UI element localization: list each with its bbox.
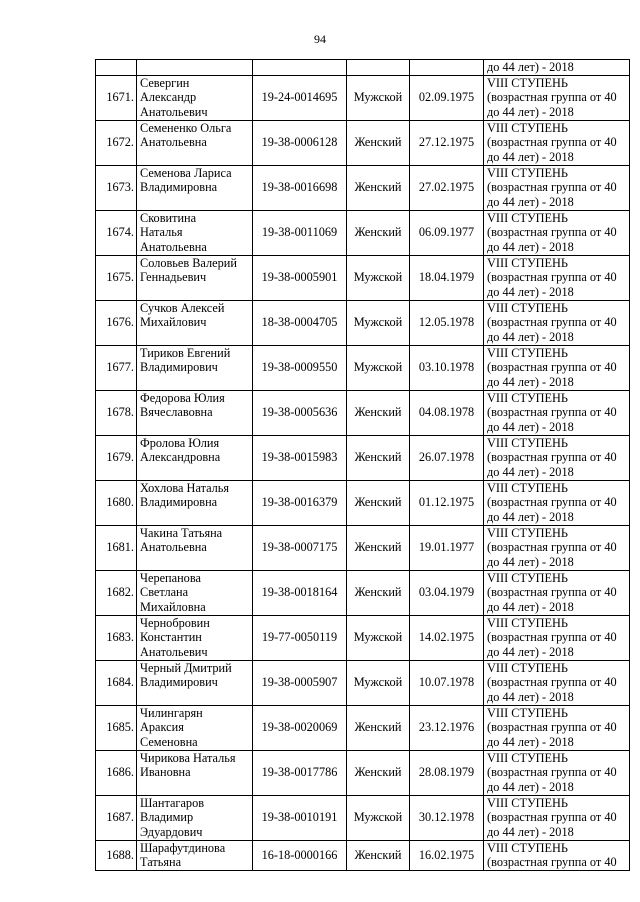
person-name (137, 750, 253, 795)
birth-date: 04.08.1978 (410, 390, 484, 435)
level-line: VIII СТУПЕНЬ (487, 480, 568, 495)
level-line: (возрастная группа от 40 (487, 135, 617, 150)
person-name (137, 75, 253, 120)
level-cell (484, 165, 630, 210)
table-row (96, 255, 630, 300)
name-line: Владимирович (140, 675, 218, 690)
registration-id: 19-38-0011069 (253, 210, 347, 255)
level-line: до 44 лет) - 2018 (487, 509, 574, 524)
level-line: VIII СТУПЕНЬ (487, 840, 568, 855)
name-line: Семеновна (140, 734, 198, 749)
level-line: до 44 лет) - 2018 (487, 824, 574, 839)
level-line: (возрастная группа от 40 (487, 360, 617, 375)
person-name (137, 795, 253, 840)
level-line: VIII СТУПЕНЬ (487, 660, 568, 675)
table-row (96, 480, 630, 525)
name-line: Фролова Юлия (140, 435, 220, 450)
table-row (96, 210, 630, 255)
name-line: Владимирович (140, 360, 218, 375)
birth-date: 27.02.1975 (410, 165, 484, 210)
registration-id: 19-38-0005901 (253, 255, 347, 300)
name-line: Сучков Алексей (140, 300, 225, 315)
level-line: до 44 лет) - 2018 (487, 194, 574, 209)
table-row (96, 615, 630, 660)
level-line: (возрастная группа от 40 (487, 315, 617, 330)
name-line: Черный Дмитрий (140, 660, 232, 675)
name-line: Михайловна (140, 599, 206, 614)
person-name (137, 705, 253, 750)
level-cell (484, 480, 630, 525)
level-line: VIII СТУПЕНЬ (487, 210, 568, 225)
birth-date: 27.12.1975 (410, 120, 484, 165)
name-line: Анатольевна (140, 540, 207, 555)
gender: Мужской (347, 660, 410, 705)
person-name (137, 120, 253, 165)
gender: Женский (347, 120, 410, 165)
table-row (96, 390, 630, 435)
table-row (96, 660, 630, 705)
registration-id: 19-38-0010191 (253, 795, 347, 840)
name-line: Владимировна (140, 495, 218, 510)
level-line: до 44 лет) - 2018 (487, 104, 574, 119)
table-row (96, 750, 630, 795)
level-line: VIII СТУПЕНЬ (487, 345, 568, 360)
row-number: 1678. (96, 390, 137, 435)
row-number: 1679. (96, 435, 137, 480)
level-line: VIII СТУПЕНЬ (487, 750, 568, 765)
person-name (137, 840, 253, 870)
page-number: 94 (314, 32, 326, 46)
row-number: 1680. (96, 480, 137, 525)
level-line: до 44 лет) - 2018 (487, 149, 574, 164)
registration-id: 19-38-0005907 (253, 660, 347, 705)
name-line: Федорова Юлия (140, 390, 225, 405)
empty-cell (96, 60, 137, 76)
level-line: до 44 лет) - 2018 (487, 60, 574, 74)
name-line: Вячеславовна (140, 405, 213, 420)
level-line: (возрастная группа от 40 (487, 90, 617, 105)
registration-id: 19-38-0005636 (253, 390, 347, 435)
row-number: 1671. (96, 75, 137, 120)
table-row (96, 525, 630, 570)
birth-date: 03.04.1979 (410, 570, 484, 615)
person-name (137, 210, 253, 255)
level-cell (484, 210, 630, 255)
row-number: 1682. (96, 570, 137, 615)
level-line: до 44 лет) - 2018 (487, 644, 574, 659)
level-line: (возрастная группа от 40 (487, 180, 617, 195)
gender: Мужской (347, 255, 410, 300)
level-line: (возрастная группа от 40 (487, 495, 617, 510)
name-line: Александр (140, 90, 197, 105)
birth-date: 18.04.1979 (410, 255, 484, 300)
person-name (137, 435, 253, 480)
gender: Мужской (347, 345, 410, 390)
gender: Женский (347, 480, 410, 525)
row-number: 1673. (96, 165, 137, 210)
name-line: Семененко Ольга (140, 120, 232, 135)
row-number: 1674. (96, 210, 137, 255)
level-line: (возрастная группа от 40 (487, 270, 617, 285)
table-row (96, 705, 630, 750)
name-line: Анатольевна (140, 135, 207, 150)
name-line: Шарафутдинова (140, 840, 226, 855)
birth-date: 03.10.1978 (410, 345, 484, 390)
gender: Мужской (347, 795, 410, 840)
level-line: (возрастная группа от 40 (487, 225, 617, 240)
gender: Женский (347, 390, 410, 435)
row-number: 1687. (96, 795, 137, 840)
name-line: Светлана (140, 585, 189, 600)
table-body (96, 60, 630, 871)
name-line: Ивановна (140, 765, 191, 780)
level-line: (возрастная группа от 40 (487, 765, 617, 780)
level-line: (возрастная группа от 40 (487, 585, 617, 600)
person-name (137, 390, 253, 435)
birth-date: 06.09.1977 (410, 210, 484, 255)
level-line: VIII СТУПЕНЬ (487, 795, 568, 810)
table-row (96, 840, 630, 870)
registration-id: 18-38-0004705 (253, 300, 347, 345)
empty-cell (410, 60, 484, 76)
name-line: Геннадьевич (140, 270, 207, 285)
birth-date: 23.12.1976 (410, 705, 484, 750)
birth-date: 12.05.1978 (410, 300, 484, 345)
level-cell (484, 345, 630, 390)
gender: Мужской (347, 615, 410, 660)
registration-id: 19-38-0017786 (253, 750, 347, 795)
gender: Женский (347, 750, 410, 795)
name-line: Черепанова (140, 570, 201, 585)
level-line: до 44 лет) - 2018 (487, 779, 574, 794)
gender: Женский (347, 570, 410, 615)
level-line: VIII СТУПЕНЬ (487, 300, 568, 315)
row-number: 1676. (96, 300, 137, 345)
level-cell (484, 570, 630, 615)
level-cell (484, 75, 630, 120)
level-cell (484, 120, 630, 165)
level-line: VIII СТУПЕНЬ (487, 255, 568, 270)
level-line: до 44 лет) - 2018 (487, 329, 574, 344)
row-number: 1675. (96, 255, 137, 300)
name-line: Чакина Татьяна (140, 525, 223, 540)
level-cell (484, 300, 630, 345)
registration-id: 19-38-0016379 (253, 480, 347, 525)
birth-date: 14.02.1975 (410, 615, 484, 660)
level-line: VIII СТУПЕНЬ (487, 435, 568, 450)
level-line: до 44 лет) - 2018 (487, 374, 574, 389)
level-line: (возрастная группа от 40 (487, 540, 617, 555)
level-cell (484, 795, 630, 840)
level-cell (484, 840, 630, 870)
level-line: (возрастная группа от 40 (487, 810, 617, 825)
registration-id: 19-77-0050119 (253, 615, 347, 660)
birth-date: 30.12.1978 (410, 795, 484, 840)
empty-cell (137, 60, 253, 76)
name-line: Владимир (140, 810, 194, 825)
level-line: до 44 лет) - 2018 (487, 734, 574, 749)
name-line: Анатольевна (140, 239, 207, 254)
name-line: Араксия (140, 720, 184, 735)
person-name (137, 525, 253, 570)
row-number: 1684. (96, 660, 137, 705)
row-number: 1685. (96, 705, 137, 750)
level-line: VIII СТУПЕНЬ (487, 75, 568, 90)
row-number: 1672. (96, 120, 137, 165)
person-name (137, 345, 253, 390)
person-name (137, 300, 253, 345)
name-line: Александровна (140, 450, 221, 465)
gender: Мужской (347, 300, 410, 345)
person-name (137, 255, 253, 300)
gender: Мужской (347, 75, 410, 120)
birth-date: 01.12.1975 (410, 480, 484, 525)
name-line: Наталья (140, 225, 183, 240)
gender: Женский (347, 210, 410, 255)
level-line: до 44 лет) - 2018 (487, 554, 574, 569)
birth-date: 10.07.1978 (410, 660, 484, 705)
name-line: Владимировна (140, 180, 218, 195)
row-number: 1686. (96, 750, 137, 795)
table-row (96, 795, 630, 840)
gender: Женский (347, 840, 410, 870)
name-line: Семенова Лариса (140, 165, 232, 180)
registration-id: 19-38-0006128 (253, 120, 347, 165)
level-line: VIII СТУПЕНЬ (487, 165, 568, 180)
empty-cell (253, 60, 347, 76)
level-cell (484, 615, 630, 660)
row-number: 1677. (96, 345, 137, 390)
level-cell (484, 660, 630, 705)
name-line: Соловьев Валерий (140, 255, 237, 270)
level-line: VIII СТУПЕНЬ (487, 120, 568, 135)
level-line: VIII СТУПЕНЬ (487, 390, 568, 405)
row-number: 1683. (96, 615, 137, 660)
name-line: Михайлович (140, 315, 207, 330)
person-name (137, 480, 253, 525)
level-line: (возрастная группа от 40 (487, 450, 617, 465)
gender: Женский (347, 705, 410, 750)
registration-id: 19-38-0020069 (253, 705, 347, 750)
level-line: VIII СТУПЕНЬ (487, 525, 568, 540)
level-line: до 44 лет) - 2018 (487, 599, 574, 614)
name-line: Константин (140, 630, 202, 645)
birth-date: 16.02.1975 (410, 840, 484, 870)
name-line: Тириков Евгений (140, 345, 231, 360)
name-line: Анатольевич (140, 104, 208, 119)
table-row (96, 120, 630, 165)
table-row (96, 570, 630, 615)
level-cell (484, 705, 630, 750)
person-name (137, 165, 253, 210)
registration-id: 19-38-0007175 (253, 525, 347, 570)
name-line: Чернобровин (140, 615, 210, 630)
level-line: VIII СТУПЕНЬ (487, 615, 568, 630)
level-line: (возрастная группа от 40 (487, 720, 617, 735)
empty-cell (347, 60, 410, 76)
registration-id: 19-38-0015983 (253, 435, 347, 480)
gender: Женский (347, 435, 410, 480)
level-cell (484, 390, 630, 435)
registration-id: 19-38-0018164 (253, 570, 347, 615)
level-line: (возрастная группа от 40 (487, 405, 617, 420)
registration-id: 19-38-0009550 (253, 345, 347, 390)
row-number: 1688. (96, 840, 137, 870)
name-line: Хохлова Наталья (140, 480, 230, 495)
table-row (96, 165, 630, 210)
registration-id: 16-18-0000166 (253, 840, 347, 870)
level-line: до 44 лет) - 2018 (487, 284, 574, 299)
birth-date: 28.08.1979 (410, 750, 484, 795)
birth-date: 19.01.1977 (410, 525, 484, 570)
table-row (96, 435, 630, 480)
level-line: до 44 лет) - 2018 (487, 689, 574, 704)
person-name (137, 570, 253, 615)
level-line: до 44 лет) - 2018 (487, 419, 574, 434)
level-cell (484, 435, 630, 480)
carry-over-row (96, 60, 630, 76)
table-row (96, 345, 630, 390)
table-row (96, 75, 630, 120)
name-line: Чилингарян (140, 705, 203, 720)
level-line: VIII СТУПЕНЬ (487, 705, 568, 720)
level-cell (484, 60, 630, 76)
person-name (137, 615, 253, 660)
name-line: Анатольевич (140, 644, 208, 659)
level-cell (484, 750, 630, 795)
row-number: 1681. (96, 525, 137, 570)
birth-date: 26.07.1978 (410, 435, 484, 480)
name-line: Чирикова Наталья (140, 750, 236, 765)
registration-id: 19-38-0016698 (253, 165, 347, 210)
level-line: (возрастная группа от 40 (487, 855, 617, 870)
name-line: Севергин (140, 75, 190, 90)
name-line: Эдуардович (140, 824, 203, 839)
participants-table (95, 59, 630, 871)
level-cell (484, 525, 630, 570)
registration-id: 19-24-0014695 (253, 75, 347, 120)
level-line: (возрастная группа от 40 (487, 630, 617, 645)
level-line: до 44 лет) - 2018 (487, 239, 574, 254)
gender: Женский (347, 165, 410, 210)
level-line: VIII СТУПЕНЬ (487, 570, 568, 585)
name-line: Сковитина (140, 210, 197, 225)
table-row (96, 300, 630, 345)
level-line: до 44 лет) - 2018 (487, 464, 574, 479)
level-cell (484, 255, 630, 300)
name-line: Татьяна (140, 855, 182, 870)
name-line: Шантагаров (140, 795, 205, 810)
birth-date: 02.09.1975 (410, 75, 484, 120)
gender: Женский (347, 525, 410, 570)
level-line: (возрастная группа от 40 (487, 675, 617, 690)
person-name (137, 660, 253, 705)
